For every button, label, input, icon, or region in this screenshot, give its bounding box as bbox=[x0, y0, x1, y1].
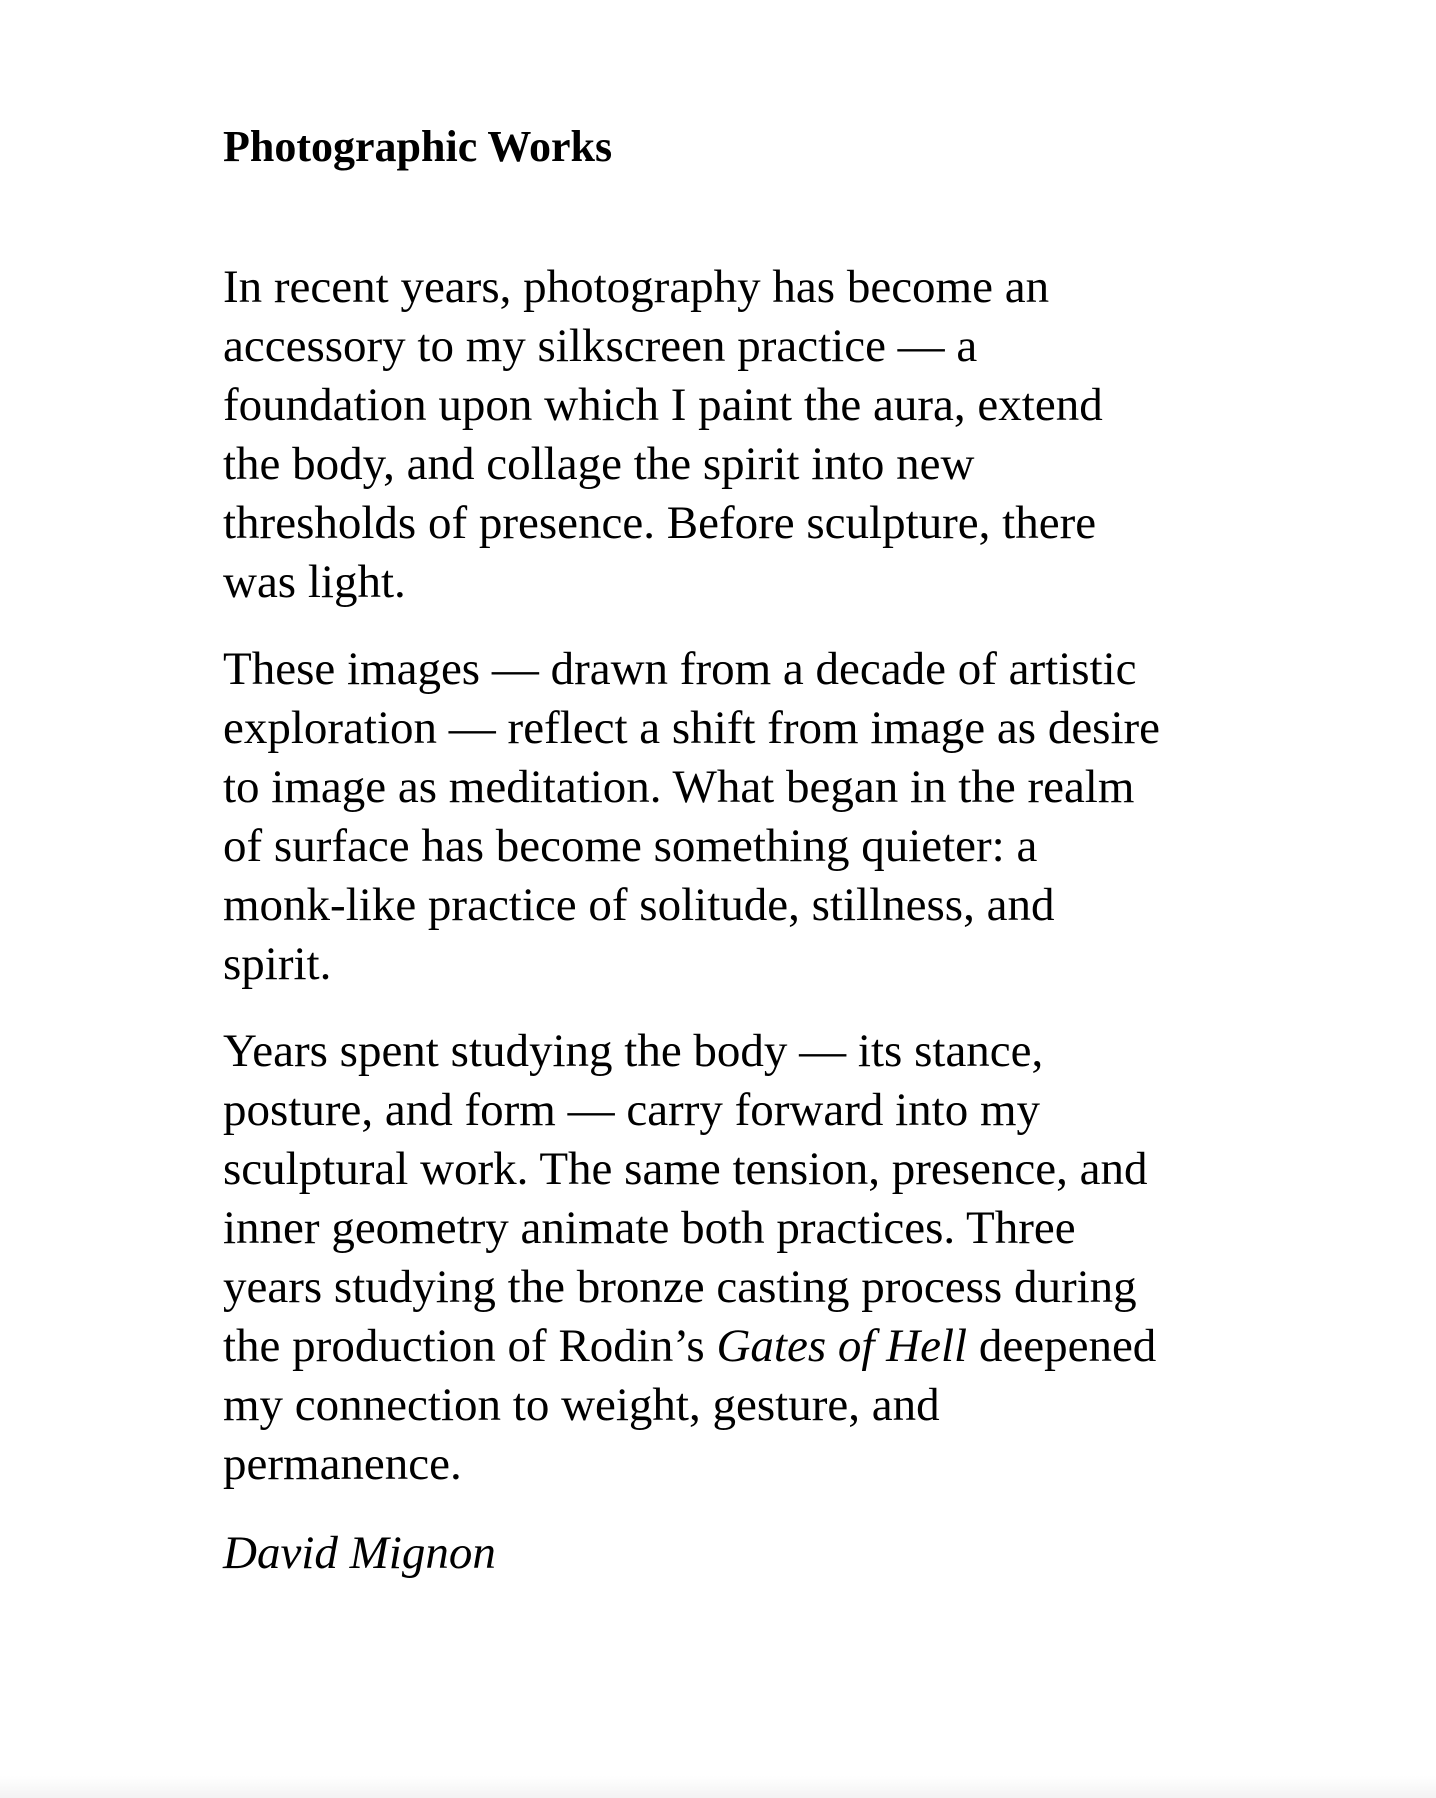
author-signature: David Mignon bbox=[223, 1527, 496, 1579]
paragraph-line: years studying the bronze casting process during bbox=[223, 1261, 1137, 1313]
paragraph-line: posture, and form — carry forward into my bbox=[223, 1084, 1041, 1136]
paragraph-line-with-title bbox=[223, 1317, 1213, 1376]
paragraph-line: exploration — reflect a shift from image as desire bbox=[223, 702, 1161, 754]
paragraph-line: thresholds of presence. Before sculpture, there bbox=[223, 497, 1097, 549]
bottom-edge-shade bbox=[0, 1776, 1436, 1798]
paragraph-3 bbox=[223, 1022, 1213, 1494]
paragraph-line: sculptural work. The same tension, presence, and bbox=[223, 1143, 1148, 1195]
paragraph-line: foundation upon which I paint the aura, extend bbox=[223, 379, 1103, 431]
line-text: the production of Rodin’s bbox=[223, 1320, 717, 1372]
paragraph-line: spirit. bbox=[223, 938, 332, 990]
paragraph-line: monk-like practice of solitude, stillness, and bbox=[223, 879, 1055, 931]
paragraph-line: inner geometry animate both practices. Three bbox=[223, 1202, 1076, 1254]
line-text: deepened bbox=[967, 1320, 1157, 1372]
paragraph-line: accessory to my silkscreen practice — a bbox=[223, 320, 978, 372]
artwork-title: Gates of Hell bbox=[716, 1320, 968, 1372]
paragraph-line: permanence. bbox=[223, 1438, 462, 1490]
paragraph-line: These images — drawn from a decade of artistic bbox=[223, 643, 1137, 695]
document-page bbox=[223, 118, 1213, 1583]
paragraph-line: to image as meditation. What began in the realm bbox=[223, 761, 1135, 813]
page-title: Photographic Works bbox=[223, 122, 613, 171]
paragraph-line: the body, and collage the spirit into new bbox=[223, 438, 975, 490]
paragraph-line: In recent years, photography has become an bbox=[223, 261, 1050, 313]
paragraph-line: Years spent studying the body — its stance, bbox=[223, 1025, 1044, 1077]
paragraph-line: was light. bbox=[223, 556, 406, 608]
paragraph-line: of surface has become something quieter: a bbox=[223, 820, 1038, 872]
paragraph-line: my connection to weight, gesture, and bbox=[223, 1379, 940, 1431]
paragraph-2 bbox=[223, 640, 1213, 994]
paragraph-1 bbox=[223, 258, 1183, 612]
